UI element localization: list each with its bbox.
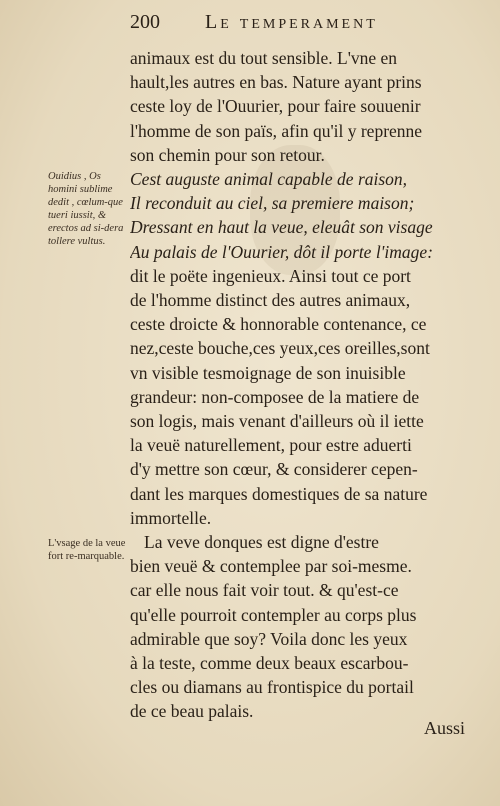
text-line: l'homme de son païs, afin qu'il y reprenne (130, 120, 423, 141)
text-line: la veuë naturellement, pour estre aduerti (130, 435, 412, 456)
paragraph-3 (130, 530, 480, 724)
text-line: ceste droicte & honnorable contenance, ce (130, 314, 427, 335)
text-line: bien veuë & contemplee par soi-mesme. (130, 556, 412, 577)
verse-line: Dressant en haut la veue, eleuât son visage (130, 217, 433, 238)
verse-quotation (130, 167, 480, 264)
text-line: car elle nous fait voir tout. & qu'est-ce (130, 580, 399, 601)
verse-line: Cest auguste animal capable de raison, (130, 169, 408, 190)
text-line: ceste loy de l'Ouurier, pour faire souuenir (130, 96, 421, 117)
margin-note-visage: L'vsage de la veue fort re-marquable. (48, 538, 126, 562)
text-line: immortelle. (130, 507, 212, 528)
text-line: d'y mettre son cœur, & considerer cepen- (130, 459, 418, 480)
text-line: son chemin pour son retour. (130, 144, 325, 165)
text-line: de l'homme distinct des autres animaux, (130, 290, 411, 311)
text-line: animaux est du tout sensible. L'vne en (130, 48, 398, 68)
text-line: admirable que soy? Voila donc les yeux (130, 628, 408, 649)
text-line: cles ou diamans au frontispice du portail (130, 677, 414, 698)
text-line: vn visible tesmoignage de son inuisible (130, 362, 406, 383)
text-line: son logis, mais venant d'ailleurs où il iette (130, 411, 424, 432)
text-line: à la teste, comme deux beaux escarbou- (130, 653, 409, 674)
text-line: dant les marques domestiques de sa nature (130, 483, 428, 504)
verse-line: Il reconduit au ciel, sa premiere maison; (130, 193, 415, 214)
main-text (130, 46, 480, 724)
text-line: nez,ceste bouche,ces yeux,ces oreilles,sont (130, 338, 430, 359)
page-number: 200 (130, 11, 160, 33)
catchword: Aussi (424, 718, 466, 738)
paragraph-1 (130, 46, 480, 167)
verse-line: Au palais de l'Ouurier, dôt il porte l'image: (130, 241, 434, 262)
text-line: qu'elle pourroit contempler au corps plus (130, 604, 417, 625)
paragraph-2 (130, 264, 480, 530)
text-line: hault,les autres en bas. Nature ayant prins (130, 72, 422, 93)
text-line: grandeur: non-composee de la matiere de (130, 386, 420, 407)
text-line: de ce beau palais. (130, 701, 254, 722)
margin-note-ovid: Ouidius , Os homini sublime dedit , cœlum-que tueri iussit, & erectos ad si-dera tollere vultus. (48, 171, 124, 247)
text-line: La veve donques est digne d'estre (144, 532, 379, 553)
running-title: Le temperament (205, 11, 378, 33)
text-line: dit le poëte ingenieux. Ainsi tout ce port (130, 265, 411, 286)
